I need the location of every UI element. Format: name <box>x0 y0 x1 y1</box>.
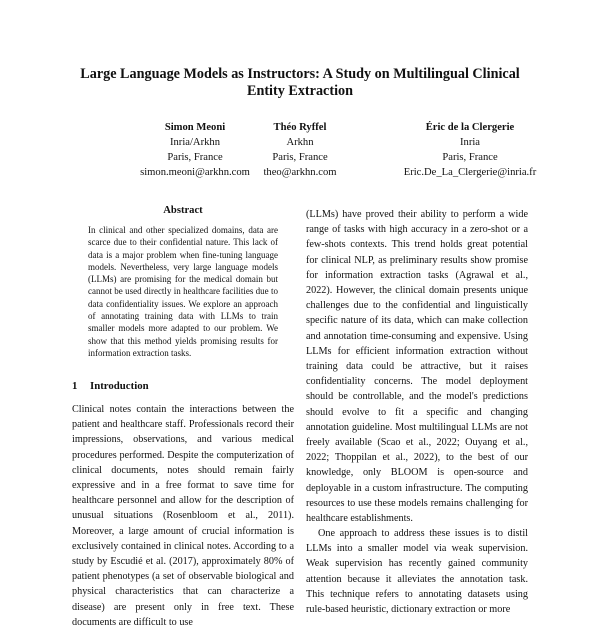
author-location: Paris, France <box>167 152 223 163</box>
author-affiliation: Inria/Arkhn <box>169 137 220 148</box>
author-block <box>235 120 365 180</box>
author-name: Théo Ryffel <box>273 122 327 133</box>
author-email: Eric.De_La_Clergerie@inria.fr <box>403 167 537 178</box>
intro-right-paragraph: (LLMs) have proved their ability to perform a wide range of tasks with high accuracy in a zero-shot or a few-shots contexts. This trend holds great potential for clinical NLP, as preliminary results show promise for information extraction tasks (Agrawal et al., 2022). However, the clinical domain presents unique challenges due to the confidential and linguistically specific nature of its data, which can make collection and annotation time-consuming and expensive. Using LLMs for efficient information extraction without training data could be attractive, but it raises confidentiality concerns. The model deployment should be controllable, and the model's predictions should evolve to fit a specific and changing annotation guideline. Most multilingual LLMs are not freely available (Scao et al., 2022; Ouyang et al., 2022; Thoppilan et al., 2022), to the best of our knowledge, only BLOOM is open-source and deployable in a custom infrastructure. The computing resources to use these models remains challenging for healthcare establishments. <box>306 209 528 525</box>
author-email: simon.meoni@arkhn.com <box>140 167 250 178</box>
section-title: Introduction <box>90 380 149 392</box>
author-name: Simon Meoni <box>164 122 226 133</box>
section-number: 1 <box>72 380 78 392</box>
author-name: Éric de la Clergerie <box>425 122 515 133</box>
intro-right-paragraph-2: One approach to address these issues is to distil LLMs into a smaller model via weak supervision. Weak supervision has recently gained community attention because it alleviates the annotation task. This technique refers to annotating datasets using rule-based heuristic, dictionary extraction or more <box>306 528 528 616</box>
author-affiliation: Arkhn <box>286 137 314 148</box>
section-heading <box>72 380 294 392</box>
author-affiliation: Inria <box>460 137 480 148</box>
abstract-text: In clinical and other specialized domains, data are scarce due to their confidential nature. This lack of data is a major problem when fine-tuning language models. Nevertheless, very large language models (LLMs) are promising for the medical domain but cannot be used directly in healthcare facilities due to data confidentiality issues. We explore an approach of annotating training data with LLMs to train smaller models more adapted to our problem. We show that this method yields promising results for information extraction tasks. <box>88 225 278 358</box>
author-email: theo@arkhn.com <box>263 167 337 178</box>
paper-title: Large Language Models as Instructors: A Study on Multilingual Clinical Entity Extraction <box>80 66 520 99</box>
author-location: Paris, France <box>442 152 498 163</box>
abstract-heading: Abstract <box>163 205 203 216</box>
author-block <box>390 120 550 180</box>
author-location: Paris, France <box>272 152 328 163</box>
intro-left-paragraph: Clinical notes contain the interactions between the patient and healthcare staff. Professionals record their impressions, observations, and various medical procedures performed. Despite the computerization of clinical documents, notes should remain fairly expressive and in a free format to save time for healthcare personnel and allow for the description of unusual situations (Rosenbloom et al., 2011). Moreover, a large amount of crucial information is exclusively contained in clinical notes. According to a study by Escudié et al. (2017), approximately 80% of patient phenotypes (a set of observable biological and physical characteristics that can characterize a disease) are present only in free text. These documents are difficult to use <box>72 404 294 628</box>
